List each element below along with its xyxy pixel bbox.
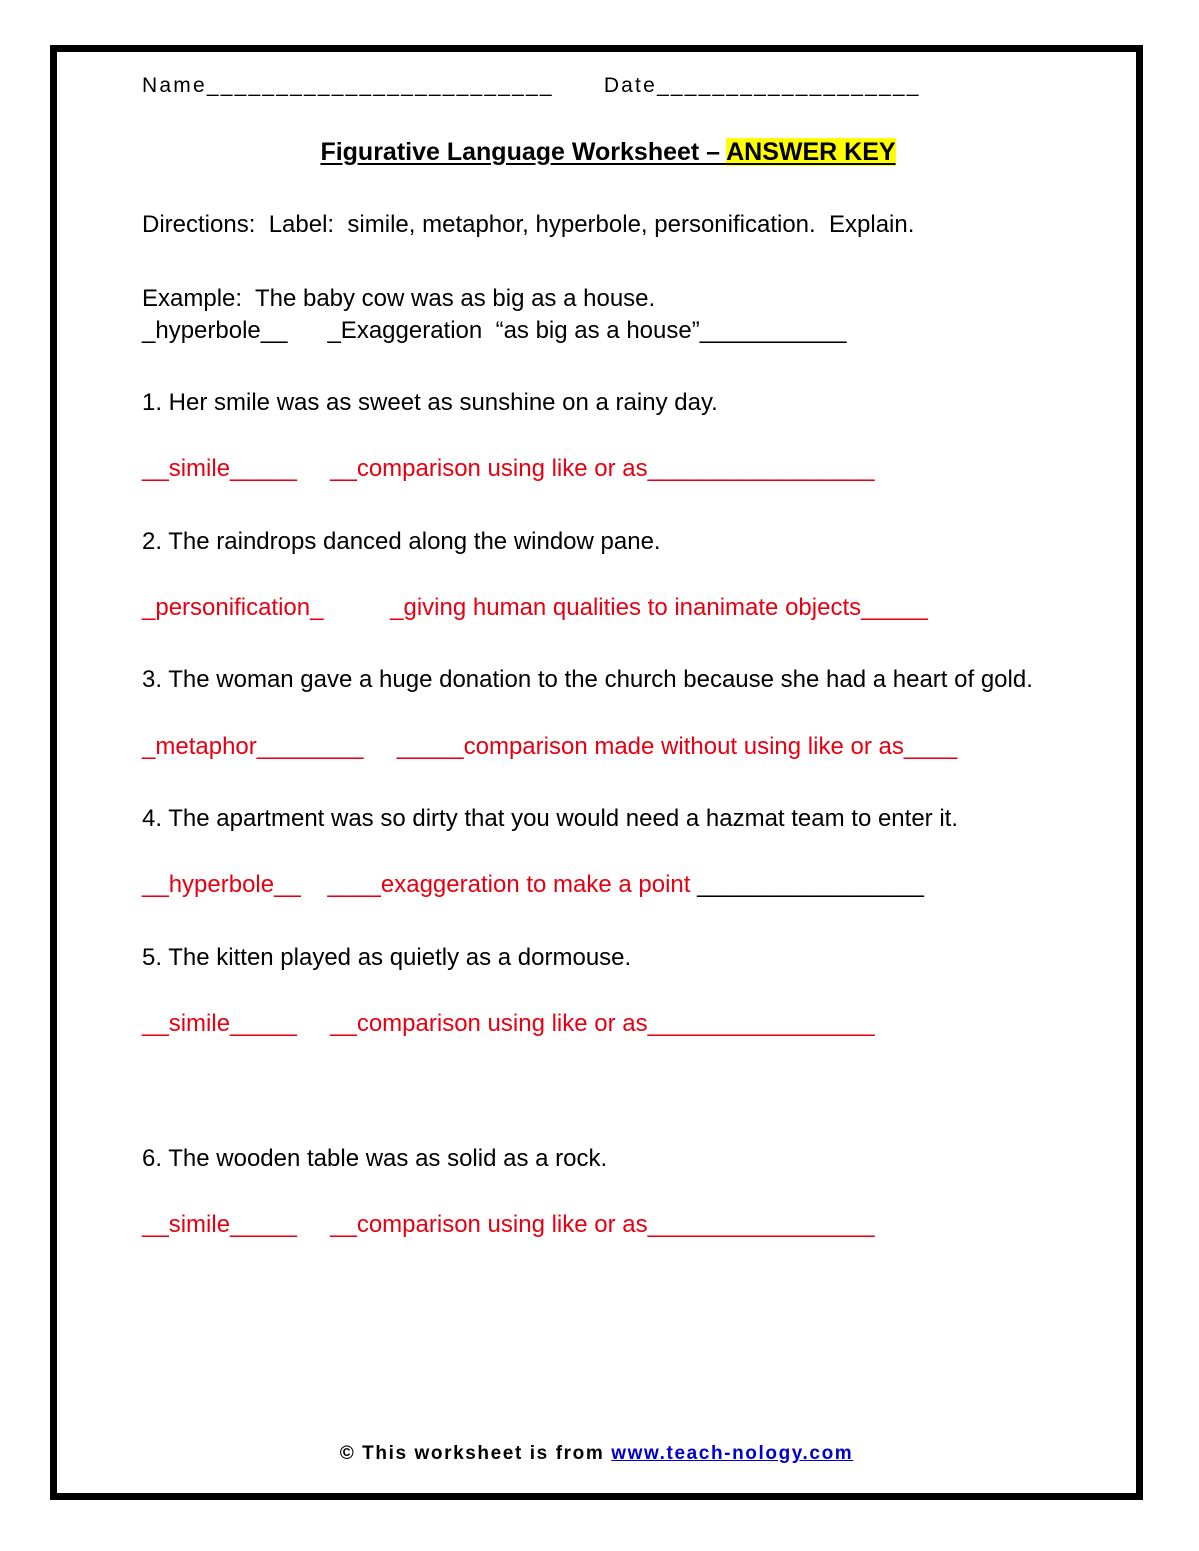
question-2-answer[interactable] [142,592,1104,624]
answer-label: personification [155,593,311,621]
question-5-answer[interactable] [142,1008,1104,1040]
answer-mid: _____ __ [230,1211,357,1239]
answer-prefix: _ [142,732,156,760]
blank-line-spacer [142,1041,1104,1103]
answer-explanation: comparison using like or as [356,1010,648,1038]
answer-explanation: giving human qualities to inanimate objects [403,593,862,621]
footer [57,1443,1136,1465]
question-3-answer[interactable] [142,731,1104,763]
answer-prefix: __ [142,455,169,483]
page-title [320,138,895,167]
question-6-prompt: 6. The wooden table was as solid as a rock. [142,1144,608,1172]
answer-suffix: ____ [903,732,958,760]
answer-suffix: _________________ [647,1010,875,1038]
question-3-prompt: 3. The woman gave a huge donation to the church because she had a heart of gold. [142,666,1033,694]
answer-label: simile [168,1010,231,1038]
answer-suffix: _________________ [697,871,925,899]
answer-explanation: comparison using like or as [356,455,648,483]
question-4-prompt: 4. The apartment was so dirty that you would need a hazmat team to enter it. [142,805,958,833]
answer-prefix: __ [142,871,169,899]
question-5-prompt: 5. The kitten played as quietly as a dormouse. [142,943,632,971]
answer-mid: _ _ [310,593,404,621]
date-input-rule[interactable]: ___________________ [656,74,921,97]
name-label: Name [142,74,207,97]
answer-suffix: _________________ [647,1211,875,1239]
answer-mid: _____ __ [230,455,357,483]
answer-label: metaphor [155,732,257,760]
answer-mid: _____ __ [230,1010,357,1038]
answer-suffix: _____ [861,593,928,621]
name-date-row [142,74,1104,98]
question-2-prompt: 2. The raindrops danced along the window pane. [142,527,661,555]
question-4-answer[interactable] [142,869,1104,901]
name-input-rule[interactable]: _________________________ [206,74,554,97]
worksheet-content [142,66,1104,1241]
answer-label: simile [168,1211,231,1239]
answer-prefix: __ [142,1010,169,1038]
answer-prefix: _ [142,593,156,621]
footer-copyright: © This worksheet is from [339,1443,612,1464]
answer-explanation: comparison using like or as [356,1211,648,1239]
worksheet-page [50,45,1143,1500]
page-title-wrap [142,138,1104,167]
footer-url-link[interactable]: www.teach-nology.com [611,1443,854,1464]
date-label: Date [603,74,657,97]
answer-label: simile [168,455,231,483]
answer-explanation: exaggeration to make a point [380,871,698,899]
page-title-main: Figurative Language Worksheet – [320,138,727,166]
question-6-answer[interactable] [142,1209,1104,1241]
directions-text: Directions: Label: simile, metaphor, hyperbole, personification. Explain. [142,211,915,238]
answer-label: hyperbole [168,871,275,899]
answer-suffix: _________________ [647,455,875,483]
example-prompt: Example: The baby cow was as big as a house. [142,284,656,312]
example-answer: _hyperbole__ _Exaggeration “as big as a house”___________ [142,316,847,344]
question-1-prompt: 1. Her smile was as sweet as sunshine on a rainy day. [142,388,718,416]
answer-mid: __ ____ [274,871,381,899]
answer-mid: ________ _____ [256,732,464,760]
answer-explanation: comparison made without using like or as [463,732,904,760]
question-1-answer[interactable] [142,453,1104,485]
answer-prefix: __ [142,1211,169,1239]
answer-key-badge: ANSWER KEY [726,138,896,166]
